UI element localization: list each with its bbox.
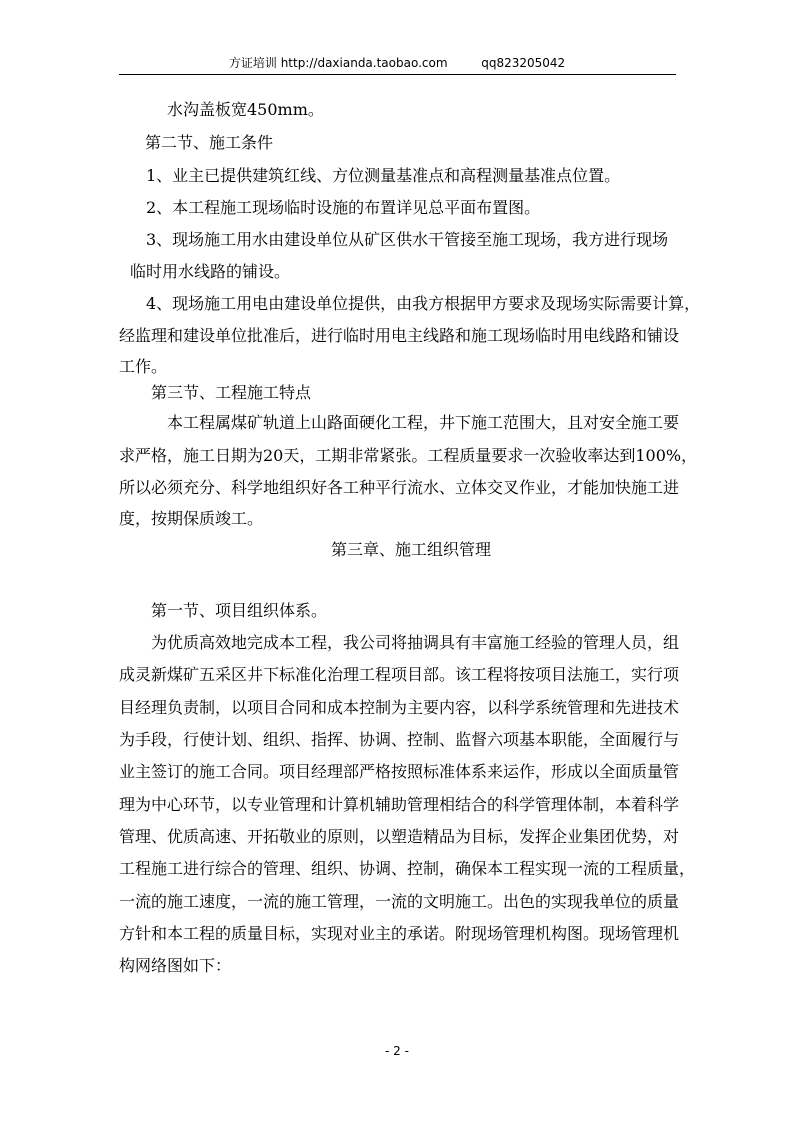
text-line: 4、现场施工用电由建设单位提供，由我方根据甲方要求及现场实际需要计算， — [146, 294, 701, 313]
text-line: 目经理负责制，以项目合同和成本控制为主要内容，以科学系统管理和先进技术 — [119, 698, 680, 717]
text-line: 成灵新煤矿五采区井下标准化治理工程项目部。该工程将按项目法施工，实行项 — [119, 665, 680, 684]
text-line: 一流的施工速度，一流的施工管理，一流的文明施工。出色的实现我单位的质量 — [119, 892, 680, 911]
text-line: 工程施工进行综合的管理、组织、协调、控制，确保本工程实现一流的工程质量， — [119, 859, 696, 878]
text-line: 工作。 — [119, 357, 168, 376]
text-line: 管理、优质高速、开拓敬业的原则，以塑造精品为目标，发挥企业集团优势，对 — [119, 827, 680, 846]
text-line: 3、现场施工用水由建设单位从矿区供水干管接至施工现场，我方进行现场 — [146, 230, 669, 249]
page-number: - 2 - — [385, 1044, 409, 1058]
chapter-heading: 第三章、施工组织管理 — [331, 540, 492, 559]
section-heading: 第三节、工程施工特点 — [151, 383, 312, 402]
text-line: 所以必须充分、科学地组织好各工种平行流水、立体交叉作业，才能加快施工进 — [119, 478, 680, 497]
text-line: 理为中心环节，以专业管理和计算机辅助管理相结合的科学管理体制，本着科学 — [119, 795, 680, 814]
section-heading: 第二节、施工条件 — [145, 133, 274, 152]
text-line: 经监理和建设单位批准后，进行临时用电主线路和施工现场临时用电线路和铺设 — [119, 326, 680, 345]
header-url: http://daxianda.taobao.com — [280, 56, 448, 70]
text-line: 临时用水线路的铺设。 — [130, 262, 291, 281]
header-rule — [119, 74, 676, 75]
text-line: 1、业主已提供建筑红线、方位测量基准点和高程测量基准点位置。 — [146, 166, 621, 185]
text-line: 度，按期保质竣工。 — [119, 509, 264, 528]
section-heading: 第一节、项目组织体系。 — [151, 601, 328, 620]
header-qq: qq823205042 — [481, 56, 566, 70]
text-line: 为优质高效地完成本工程，我公司将抽调具有丰富施工经验的管理人员，组 — [151, 633, 680, 652]
page-header — [0, 54, 794, 71]
text-line: 方针和本工程的质量目标，实现对业主的承诺。附现场管理机构图。现场管理机 — [119, 924, 680, 943]
text-line: 2、本工程施工现场临时设施的布置详见总平面布置图。 — [146, 198, 541, 217]
text-line: 构网络图如下： — [119, 956, 232, 975]
text-line: 本工程属煤矿轨道上山路面硬化工程，井下施工范围大，且对安全施工要 — [167, 413, 680, 432]
header-title: 方证培训 — [228, 56, 277, 70]
text-line: 业主签订的施工合同。项目经理部严格按照标准体系来运作，形成以全面质量管 — [119, 762, 680, 781]
text-line: 为手段，行使计划、组织、指挥、协调、控制、监督六项基本职能，全面履行与 — [119, 730, 680, 749]
text-line: 水沟盖板宽450mm。 — [167, 100, 324, 119]
text-line: 求严格，施工日期为20天，工期非常紧张。工程质量要求一次验收率达到100%， — [119, 446, 698, 465]
